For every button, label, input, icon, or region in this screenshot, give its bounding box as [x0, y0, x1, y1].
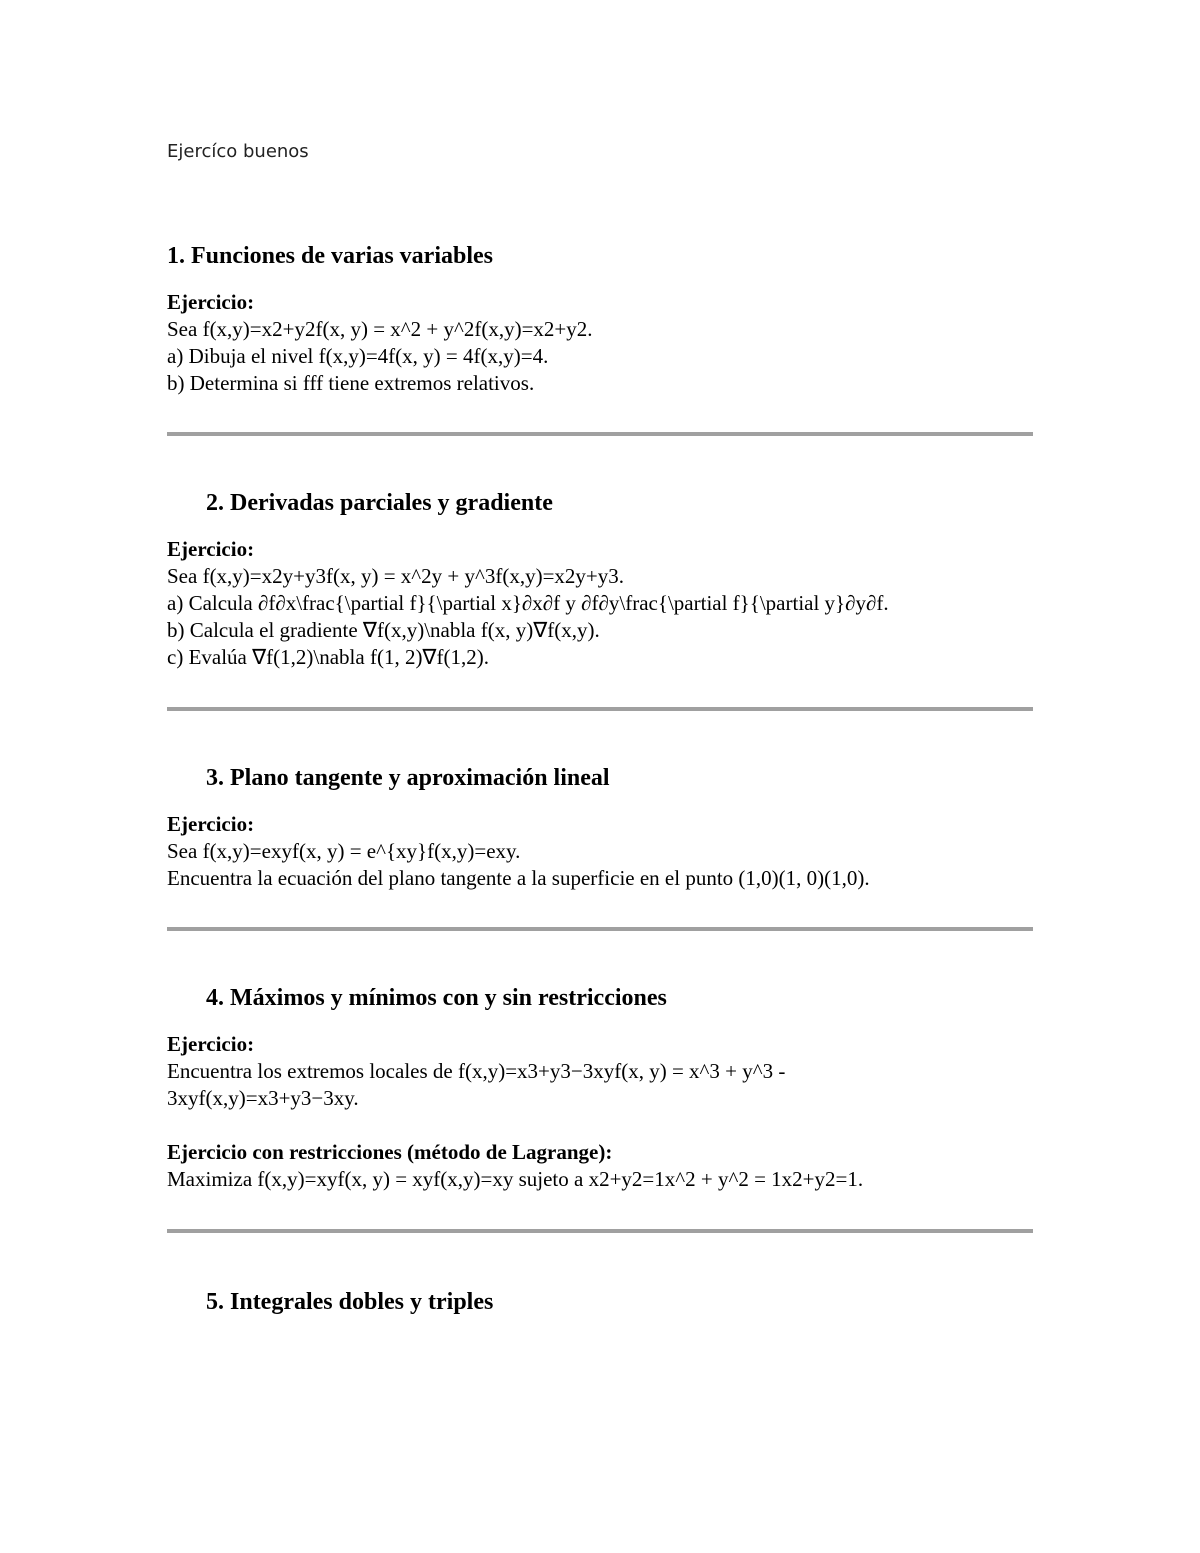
document-title: Ejercíco buenos — [167, 141, 309, 162]
section-divider — [167, 927, 1033, 931]
exercise-label: Ejercicio: — [167, 537, 255, 561]
exercise-block — [167, 289, 1037, 397]
exercise-block — [167, 1031, 1037, 1193]
section-divider — [167, 432, 1033, 436]
section-divider — [167, 707, 1033, 711]
section-heading: 4. Máximos y mínimos con y sin restricciones — [206, 985, 667, 1011]
exercise-block — [167, 811, 1037, 892]
exercise-label: Ejercicio: — [167, 290, 255, 314]
paragraph-spacer — [167, 1112, 1037, 1139]
exercise-label: Ejercicio: — [167, 812, 255, 836]
section-3 — [167, 763, 1037, 892]
section-heading: 2. Derivadas parciales y gradiente — [206, 490, 553, 516]
exercise-line: Sea f(x,y)=exyf(x, y) = e^{xy}f(x,y)=exy. — [167, 839, 521, 863]
section-divider — [167, 1229, 1033, 1233]
section-heading: 5. Integrales dobles y triples — [206, 1289, 494, 1315]
exercise-constraint-label: Ejercicio con restricciones (método de Lagrange): — [167, 1140, 613, 1164]
section-4 — [167, 983, 1037, 1193]
exercise-line: c) Evalúa ∇f(1,2)\nabla f(1, 2)∇f(1,2). — [167, 645, 489, 669]
exercise-line: 3xyf(x,y)=x3+y3−3xy. — [167, 1086, 359, 1110]
exercise-label: Ejercicio: — [167, 1032, 255, 1056]
section-2 — [167, 488, 1037, 671]
exercise-line: b) Calcula el gradiente ∇f(x,y)\nabla f(x, y)∇f(x,y). — [167, 618, 600, 642]
section-1 — [167, 241, 1037, 397]
exercise-line: Maximiza f(x,y)=xyf(x, y) = xyf(x,y)=xy sujeto a x2+y2=1x^2 + y^2 = 1x2+y2=1. — [167, 1167, 864, 1191]
section-5 — [167, 1287, 1037, 1317]
exercise-line: Sea f(x,y)=x2+y2f(x, y) = x^2 + y^2f(x,y)=x2+y2. — [167, 317, 593, 341]
exercise-line: Sea f(x,y)=x2y+y3f(x, y) = x^2y + y^3f(x,y)=x2y+y3. — [167, 564, 625, 588]
exercise-line: b) Determina si fff tiene extremos relativos. — [167, 371, 535, 395]
section-heading: 1. Funciones de varias variables — [167, 243, 494, 269]
exercise-line: a) Calcula ∂f∂x\frac{\partial f}{\partial x}∂x∂f y ∂f∂y\frac{\partial f}{\partial y}∂y∂f. — [167, 591, 889, 615]
exercise-line: Encuentra la ecuación del plano tangente a la superficie en el punto (1,0)(1, 0)(1,0). — [167, 866, 870, 890]
exercise-line: Encuentra los extremos locales de f(x,y)=x3+y3−3xyf(x, y) = x^3 + y^3 - — [167, 1059, 786, 1083]
exercise-line: a) Dibuja el nivel f(x,y)=4f(x, y) = 4f(x,y)=4. — [167, 344, 549, 368]
section-heading: 3. Plano tangente y aproximación lineal — [206, 765, 610, 791]
exercise-block — [167, 536, 1037, 671]
